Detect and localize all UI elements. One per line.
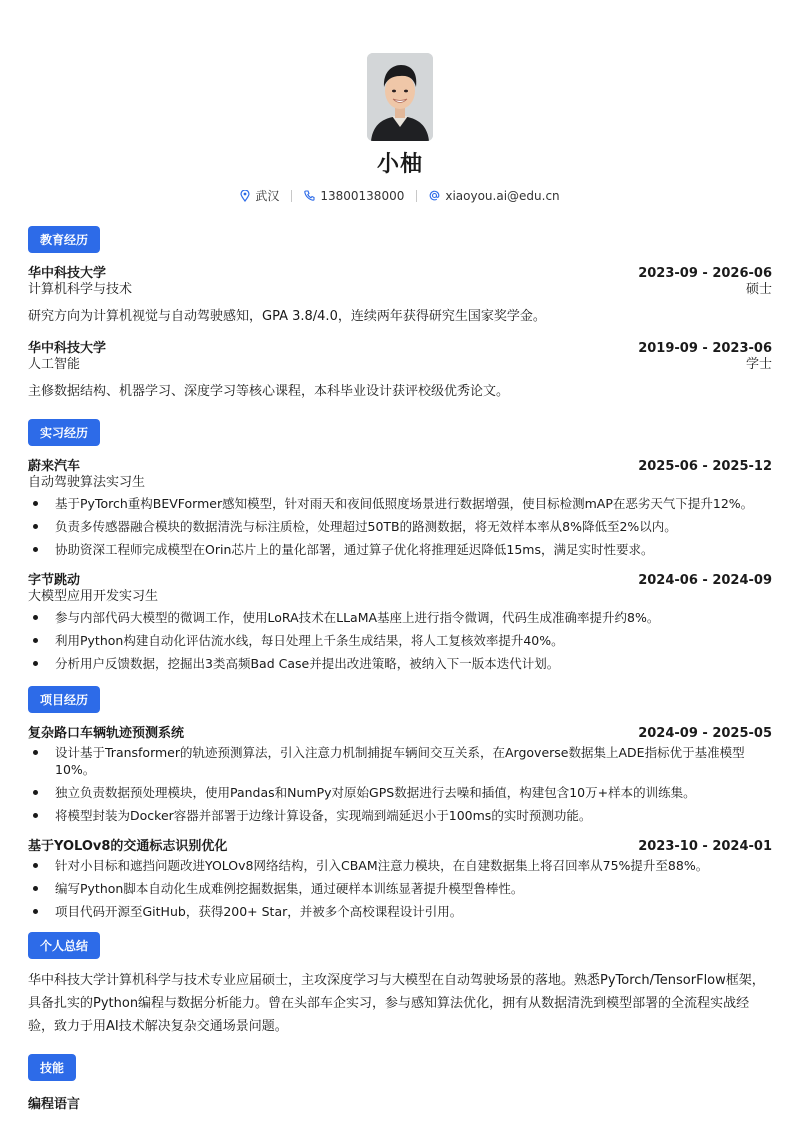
major: 人工智能 [28, 357, 81, 372]
contact-divider [416, 190, 417, 202]
contact-phone [304, 189, 404, 203]
bullet-item: 针对小目标和遮挡问题改进YOLOv8网络结构，引入CBAM注意力模块，在自建数据集上将召回率从75%提升至88%。 [28, 857, 772, 874]
location-pin-icon [240, 190, 250, 202]
projects-section [28, 686, 772, 920]
education-description: 研究方向为计算机视觉与自动驾驶感知，GPA 3.8/4.0，连续两年获得研究生国家奖学金。 [28, 309, 546, 324]
internship-entry [28, 455, 772, 558]
city-text: 武汉 [255, 189, 280, 203]
project-name: 复杂路口车辆轨迹预测系统 [28, 726, 185, 741]
date-range: 2023-09 - 2026-06 [638, 266, 772, 281]
bullet-list [28, 744, 772, 824]
contact-email[interactable] [429, 189, 559, 203]
summary-section [28, 932, 772, 1038]
internship-entry [28, 569, 772, 672]
bullet-item: 基于PyTorch重构BEVFormer感知模型，针对雨天和夜间低照度场景进行数据增强，使目标检测mAP在恶劣天气下提升12%。 [28, 495, 772, 512]
job-role: 自动驾驶算法实习生 [28, 475, 146, 490]
bullet-item: 独立负责数据预处理模块，使用Pandas和NumPy对原始GPS数据进行去噪和插值，构建包含10万+样本的训练集。 [28, 784, 772, 801]
education-description: 主修数据结构、机器学习、深度学习等核心课程，本科毕业设计获评校级优秀论文。 [28, 384, 510, 399]
date-range: 2019-09 - 2023-06 [638, 341, 772, 356]
avatar [367, 53, 433, 141]
skills-section [28, 1054, 772, 1112]
project-entry [28, 835, 772, 920]
major: 计算机科学与技术 [28, 282, 133, 297]
phone-text: 13800138000 [320, 188, 405, 203]
at-sign-icon [429, 190, 440, 201]
section-title-summary: 个人总结 [28, 932, 100, 959]
project-name: 基于YOLOv8的交通标志识别优化 [28, 839, 228, 854]
bullet-item: 参与内部代码大模型的微调工作，使用LoRA技术在LLaMA基座上进行指令微调，代码生成准确率提升约8%。 [28, 609, 772, 626]
contact-info [28, 187, 772, 204]
phone-icon [304, 190, 315, 201]
bullet-item: 协助资深工程师完成模型在Orin芯片上的量化部署，通过算子优化将推理延迟降低15ms，满足实时性要求。 [28, 541, 772, 558]
company-name: 蔚来汽车 [28, 459, 81, 474]
skill-category-heading: 编程语言 [28, 1097, 81, 1112]
school-name: 华中科技大学 [28, 341, 107, 356]
section-title-internship: 实习经历 [28, 419, 100, 446]
education-entry [28, 337, 772, 401]
job-role: 大模型应用开发实习生 [28, 589, 159, 604]
avatar-photo-icon [367, 53, 433, 141]
contact-city [240, 187, 279, 204]
summary-text: 华中科技大学计算机科学与技术专业应届硕士，主攻深度学习与大模型在自动驾驶场景的落地。熟悉PyTorch/TensorFlow框架，具备扎实的Python编程与数据分析能力。曾在头部车企实习，参与感知算法优化，拥有从数据清洗到模型部署的全流程实战经验，致力于用AI技术解决复杂交通场景问题。 [28, 973, 765, 1034]
section-title-skills: 技能 [28, 1054, 76, 1081]
bullet-item: 分析用户反馈数据，挖掘出3类高频Bad Case并提出改进策略，被纳入下一版本迭代计划。 [28, 655, 772, 672]
bullet-item: 编写Python脚本自动化生成难例挖掘数据集，通过硬样本训练显著提升模型鲁棒性。 [28, 880, 772, 897]
bullet-list [28, 857, 772, 920]
internship-section [28, 419, 772, 672]
school-name: 华中科技大学 [28, 266, 107, 281]
bullet-item: 负责多传感器融合模块的数据清洗与标注质检，处理超过50TB的路测数据，将无效样本率从8%降低至2%以内。 [28, 518, 772, 535]
date-range: 2025-06 - 2025-12 [638, 459, 772, 474]
resume-header [28, 0, 772, 204]
degree: 学士 [745, 357, 772, 372]
section-title-projects: 项目经历 [28, 686, 100, 713]
degree: 硕士 [745, 282, 772, 297]
email-text[interactable]: xiaoyou.ai@edu.cn [445, 188, 560, 203]
bullet-list [28, 609, 772, 672]
candidate-name: 小柚 [376, 152, 423, 177]
education-entry [28, 262, 772, 326]
company-name: 字节跳动 [28, 573, 81, 588]
date-range: 2024-09 - 2025-05 [638, 726, 772, 741]
date-range: 2023-10 - 2024-01 [638, 839, 772, 854]
bullet-item: 利用Python构建自动化评估流水线，每日处理上千条生成结果，将人工复核效率提升40%。 [28, 632, 772, 649]
date-range: 2024-06 - 2024-09 [638, 573, 772, 588]
section-title-education: 教育经历 [28, 226, 100, 253]
contact-divider [291, 190, 292, 202]
bullet-item: 将模型封装为Docker容器并部署于边缘计算设备，实现端到端延迟小于100ms的实时预测功能。 [28, 807, 772, 824]
education-section [28, 226, 772, 401]
bullet-item: 项目代码开源至GitHub，获得200+ Star，并被多个高校课程设计引用。 [28, 903, 772, 920]
bullet-list [28, 495, 772, 558]
project-entry [28, 722, 772, 824]
bullet-item: 设计基于Transformer的轨迹预测算法，引入注意力机制捕捉车辆间交互关系，在Argoverse数据集上ADE指标优于基准模型10%。 [28, 744, 772, 778]
